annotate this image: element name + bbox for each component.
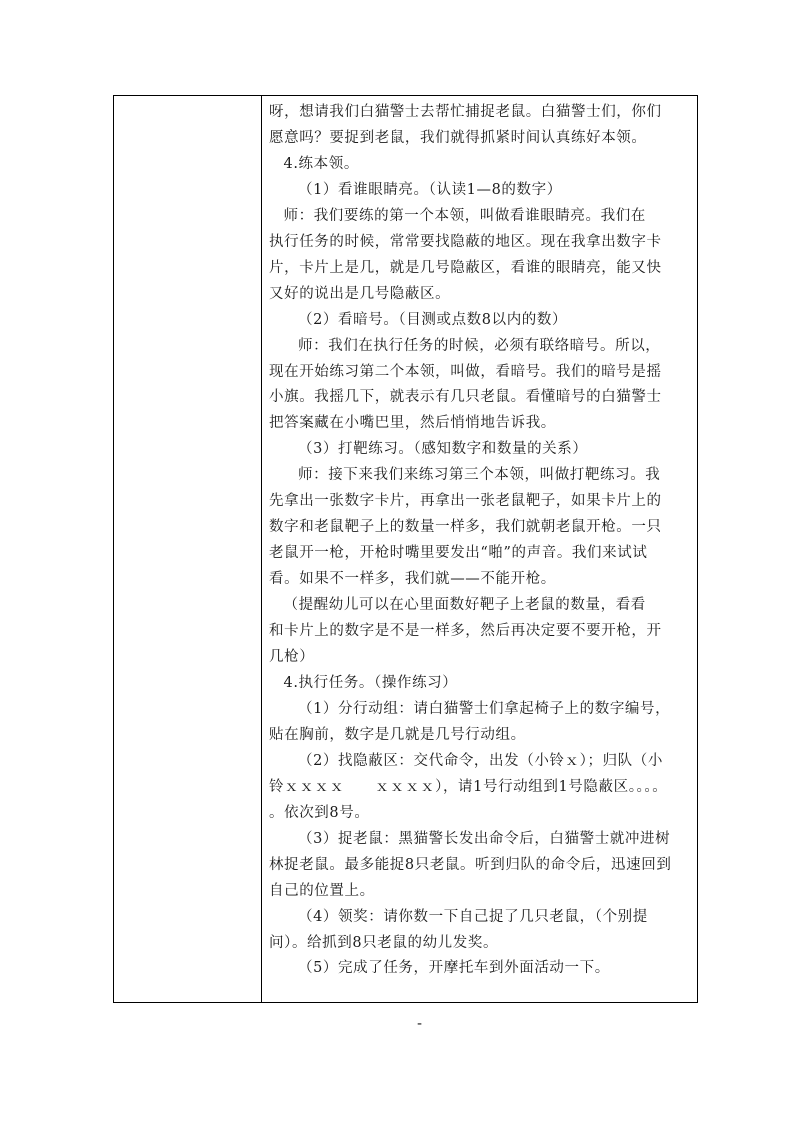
text-line: 先拿出一张数字卡片，再拿出一张老鼠靶子，如果卡片上的: [269, 493, 662, 510]
lesson-table: [113, 95, 698, 1003]
text-line: 铃ｘｘｘｘ ｘｘｘｘ），请1号行动组到1号隐蔽区。。。。: [269, 778, 668, 795]
text-line: 林捉老鼠。最多能捉8只老鼠。听到归队的命令后，迅速回到: [269, 856, 672, 873]
text-line: 把答案藏在小嘴巴里，然后悄悄地告诉我。: [269, 415, 556, 432]
text-line: 数字和老鼠靶子上的数量一样多，我们就朝老鼠开枪。一只: [269, 519, 662, 536]
text-line: 执行任务的时候，常常要找隐蔽的地区。现在我拿出数字卡: [269, 233, 662, 250]
text-line: 自己的位置上。: [269, 882, 375, 899]
text-line: 师：接下来我们来练习第三个本领，叫做打靶练习。我: [298, 467, 661, 484]
text-line: （3）捉老鼠：黑猫警长发出命令后，白猫警士就冲进树: [298, 830, 671, 847]
text-line: 4.执行任务。（操作练习）: [283, 674, 458, 691]
text-line: 和卡片上的数字是不是一样多，然后再决定要不要开枪，开: [269, 623, 662, 640]
text-line: 问）。给抓到8只老鼠的幼儿发奖。: [269, 934, 499, 951]
text-line: 几枪）: [269, 649, 315, 666]
text-line: （4）领奖：请你数一下自己捉了几只老鼠，（个别提: [298, 908, 648, 925]
text-line: 又好的说出是几号隐蔽区。: [269, 285, 451, 302]
text-line: 看。如果不一样多，我们就——不能开枪。: [269, 571, 556, 588]
text-line: 。依次到8号。: [269, 804, 370, 821]
lesson-content: [269, 100, 693, 982]
text-line: 老鼠开一枪，开枪时嘴里要发出“啪”的声音。我们来试试: [269, 545, 648, 562]
text-line: （5）完成了任务，开摩托车到外面活动一下。: [298, 960, 610, 977]
page-number: -: [417, 1016, 423, 1032]
text-line: （1）看谁眼睛亮。（认读1—8的数字）: [298, 181, 562, 198]
text-line: （3）打靶练习。（感知数字和数量的关系）: [298, 441, 588, 458]
text-line: （2）看暗号。（目测或点数8以内的数）: [298, 311, 568, 328]
text-line: 师：我们要练的第一个本领，叫做看谁眼睛亮。我们在: [283, 207, 646, 224]
table-column-divider: [261, 96, 262, 1002]
text-line: 师：我们在执行任务的时候，必须有联络暗号。所以，: [298, 337, 661, 354]
text-line: 片，卡片上是几，就是几号隐蔽区，看谁的眼睛亮，能又快: [269, 259, 662, 276]
text-line: 小旗。我摇几下，就表示有几只老鼠。看懂暗号的白猫警士: [269, 389, 662, 406]
text-line: 愿意吗？要捉到老鼠，我们就得抓紧时间认真练好本领。: [269, 129, 647, 146]
text-line: 贴在胸前，数字是几就是几号行动组。: [269, 726, 526, 743]
text-line: （1）分行动组：请白猫警士们拿起椅子上的数字编号，: [298, 700, 671, 717]
text-line: 4.练本领。: [283, 155, 359, 172]
text-line: （提醒幼儿可以在心里面数好靶子上老鼠的数量，看看: [283, 597, 646, 614]
text-line: （2）找隐蔽区：交代命令，出发（小铃ｘ）；归队（小: [298, 752, 663, 769]
text-line: 现在开始练习第二个本领，叫做，看暗号。我们的暗号是摇: [269, 363, 662, 380]
text-line: 呀，想请我们白猫警士去帮忙捕捉老鼠。白猫警士们，你们: [269, 104, 662, 120]
